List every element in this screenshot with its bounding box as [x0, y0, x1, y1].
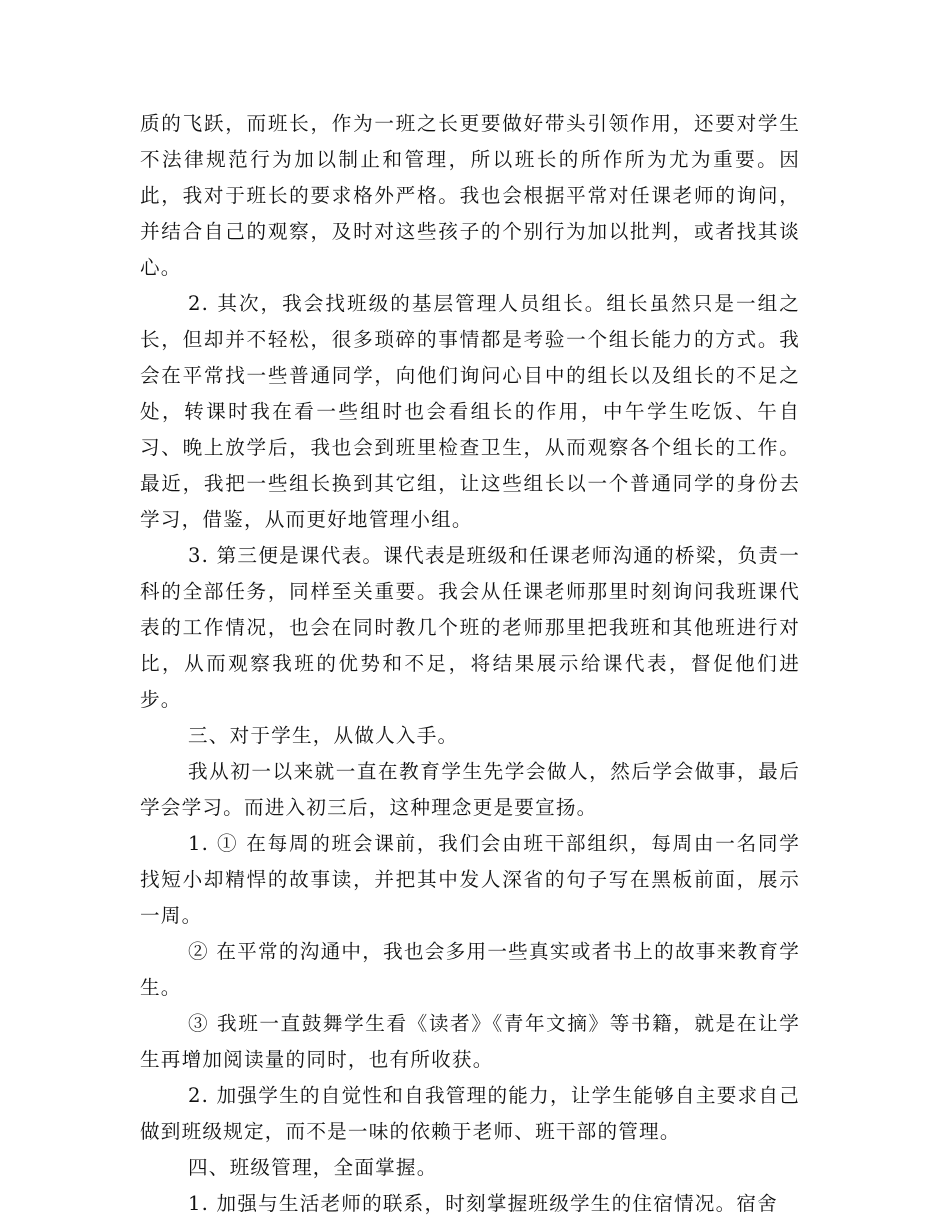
paragraph-8: ③ 我班一直鼓舞学生看《读者》《青年文摘》等书籍，就是在让学生再增加阅读量的同时，也有所收获。: [140, 1012, 800, 1071]
paragraph-9: 2. 加强学生的自觉性和自我管理的能力，让学生能够自主要求自己做到班级规定，而不是一味的依赖于老师、班干部的管理。: [140, 1084, 800, 1143]
paragraph-1: 质的飞跃，而班长，作为一班之长更要做好带头引领作用，还要对学生不法律规范行为加以制止和管理，所以班长的所作所为尤为重要。因此，我对于班长的要求格外严格。我也会根据平常对任课老师的询问，并结合自己的观察，及时对这些孩子的个别行为加以批判，或者找其谈心。: [140, 112, 800, 279]
document-page: [140, 106, 800, 1222]
paragraph-3: 3. 第三便是课代表。课代表是班级和任课老师沟通的桥梁，负责一科的全部任务，同样至关重要。我会从任课老师那里时刻询问我班课代表的工作情况，也会在同时教几个班的老师那里把我班和其他班进行对比，从而观察我班的优势和不足，将结果展示给课代表，督促他们进步。: [140, 544, 800, 711]
paragraph-7: ② 在平常的沟通中，我也会多用一些真实或者书上的故事来教育学生。: [140, 940, 800, 999]
section-heading-4: 四、班级管理，全面掌握。: [188, 1156, 438, 1179]
section-heading-3: 三、对于学生，从做人入手。: [188, 724, 459, 747]
paragraph-2: 2. 其次，我会找班级的基层管理人员组长。组长虽然只是一组之长，但却并不轻松，很多琐碎的事情都是考验一个组长能力的方式。我会在平常找一些普通同学，向他们询问心目中的组长以及组长的不足之处，转课时我在看一些组时也会看组长的作用，中午学生吃饭、午自习、晚上放学后，我也会到班里检查卫生，从而观察各个组长的工作。最近，我把一些组长换到其它组，让这些组长以一个普通同学的身份去学习，借鉴，从而更好地管理小组。: [140, 292, 800, 531]
paragraph-5: 我从初一以来就一直在教育学生先学会做人，然后学会做事，最后学会学习。而进入初三后，这种理念更是要宣扬。: [140, 760, 800, 819]
paragraph-11: 1. 加强与生活老师的联系，时刻掌握班级学生的住宿情况。宿舍: [188, 1192, 778, 1215]
paragraph-6: 1. ① 在每周的班会课前，我们会由班干部组织，每周由一名同学找短小却精悍的故事读，并把其中发人深省的句子写在黑板前面，展示一周。: [140, 832, 800, 927]
